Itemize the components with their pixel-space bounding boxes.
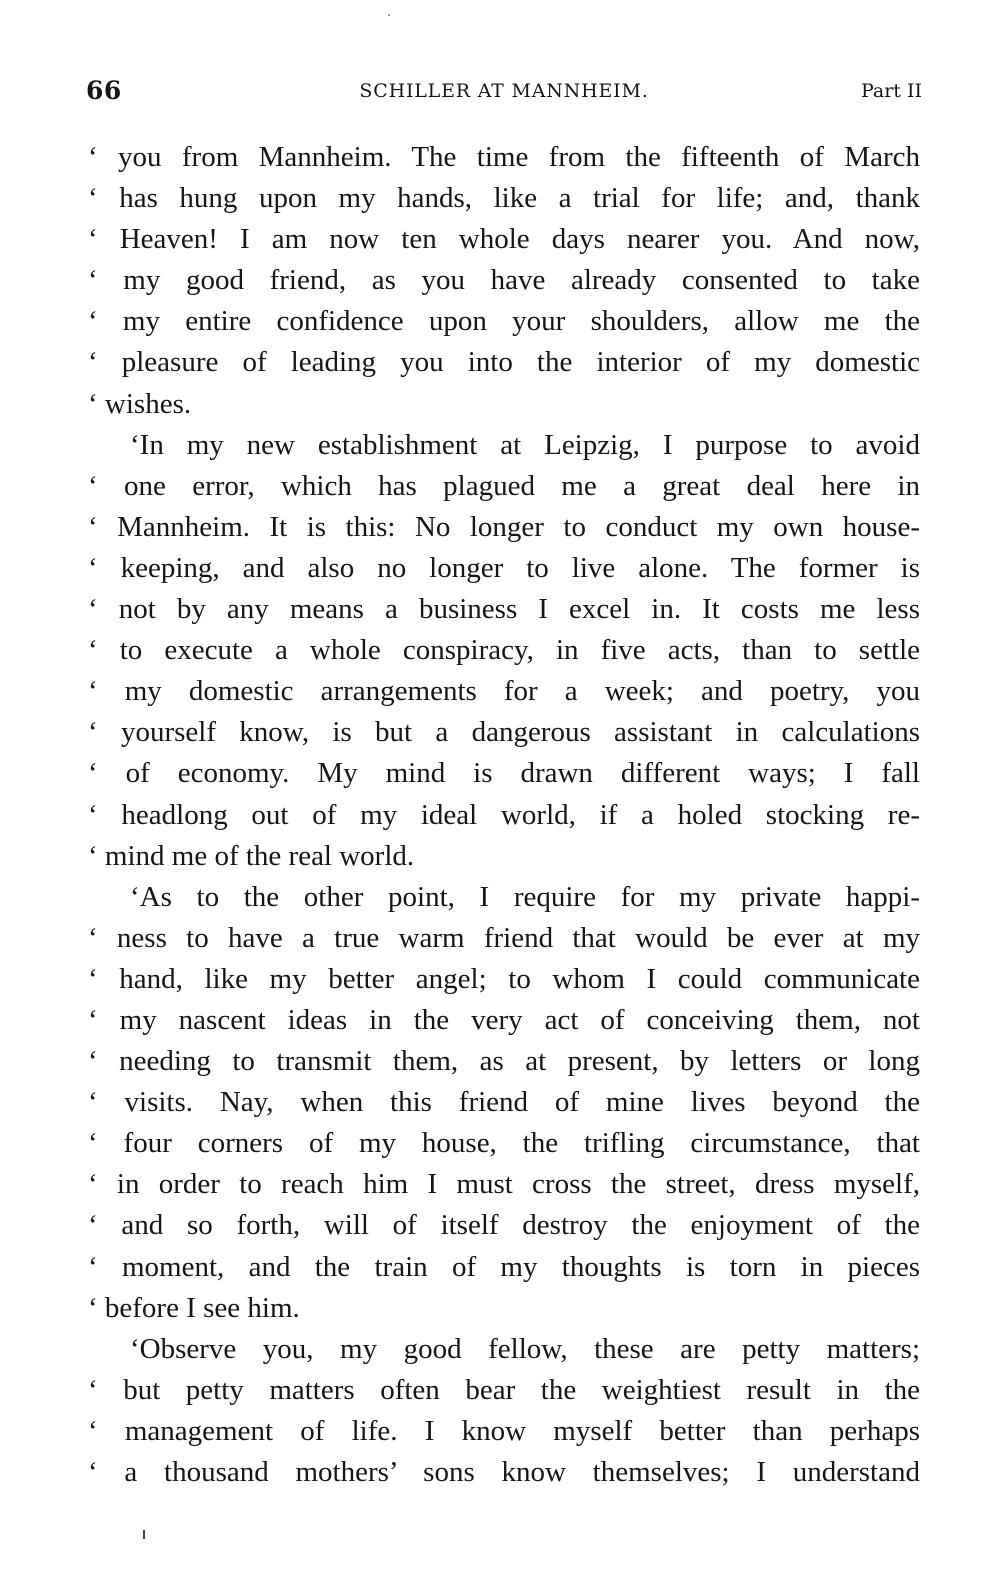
- text-line: ‘ my nascent ideas in the very act of conceiving them, not: [88, 1003, 920, 1036]
- text-line: ‘ my domestic arrangements for a week; and poetry, you: [88, 675, 920, 708]
- page-number: 66: [86, 76, 122, 105]
- text-line: ‘ wishes.: [88, 387, 192, 420]
- paragraph-start-line: ‘In my new establishment at Leipzig, I purpose to avoid: [130, 428, 920, 461]
- text-line: ‘ but petty matters often bear the weightiest result in the: [88, 1373, 920, 1406]
- text-line: ‘ visits. Nay, when this friend of mine lives beyond the: [88, 1086, 920, 1119]
- paragraph-start-line: ‘As to the other point, I require for my private happi-: [130, 880, 920, 913]
- text-line: ‘ pleasure of leading you into the interior of my domestic: [88, 346, 920, 379]
- text-line: ‘ moment, and the train of my thoughts is torn in pieces: [88, 1250, 920, 1283]
- text-line: ‘ to execute a whole conspiracy, in five acts, than to settle: [88, 634, 920, 667]
- print-mark: [143, 1530, 145, 1539]
- text-line: ‘ yourself know, is but a dangerous assistant in calculations: [88, 716, 920, 749]
- text-line: ‘ headlong out of my ideal world, if a holed stocking re-: [88, 798, 920, 831]
- page-header: [86, 76, 922, 106]
- text-line: ‘ has hung upon my hands, like a trial for life; and, thank: [88, 182, 920, 215]
- text-line: ‘ needing to transmit them, as at present, by letters or long: [88, 1045, 920, 1078]
- paragraph-start-line: ‘Observe you, my good fellow, these are petty matters;: [130, 1332, 920, 1365]
- text-line: ‘ of economy. My mind is drawn different ways; I fall: [88, 757, 920, 790]
- text-line: ‘ ness to have a true warm friend that would be ever at my: [88, 921, 920, 954]
- text-line: ‘ not by any means a business I excel in. It costs me less: [88, 593, 920, 626]
- part-label: Part II: [860, 80, 922, 102]
- text-line: ‘ mind me of the real world.: [88, 839, 415, 872]
- running-title: SCHILLER AT MANNHEIM.: [359, 80, 649, 102]
- text-line: ‘ my good friend, as you have already consented to take: [88, 264, 920, 297]
- text-line: ‘ Heaven! I am now ten whole days nearer you. And now,: [88, 223, 920, 256]
- print-speck: [388, 14, 390, 16]
- text-line: ‘ one error, which has plagued me a great deal here in: [88, 469, 920, 502]
- text-line: ‘ a thousand mothers’ sons know themselves; I understand: [88, 1456, 920, 1488]
- text-line: ‘ my entire confidence upon your shoulders, allow me the: [88, 305, 920, 338]
- text-line: ‘ in order to reach him I must cross the street, dress myself,: [88, 1168, 920, 1201]
- text-line: ‘ hand, like my better angel; to whom I could communicate: [88, 962, 920, 995]
- body-text: [88, 137, 920, 1493]
- text-line: ‘ and so forth, will of itself destroy the enjoyment of the: [88, 1209, 920, 1242]
- text-line: ‘ management of life. I know myself better than perhaps: [88, 1414, 920, 1447]
- text-line: ‘ keeping, and also no longer to live alone. The former is: [88, 551, 920, 584]
- text-line: ‘ four corners of my house, the trifling circumstance, that: [88, 1127, 920, 1160]
- text-line: ‘ you from Mannheim. The time from the fifteenth of March: [88, 141, 920, 173]
- text-line: ‘ Mannheim. It is this: No longer to conduct my own house-: [88, 510, 920, 543]
- text-line: ‘ before I see him.: [88, 1291, 300, 1324]
